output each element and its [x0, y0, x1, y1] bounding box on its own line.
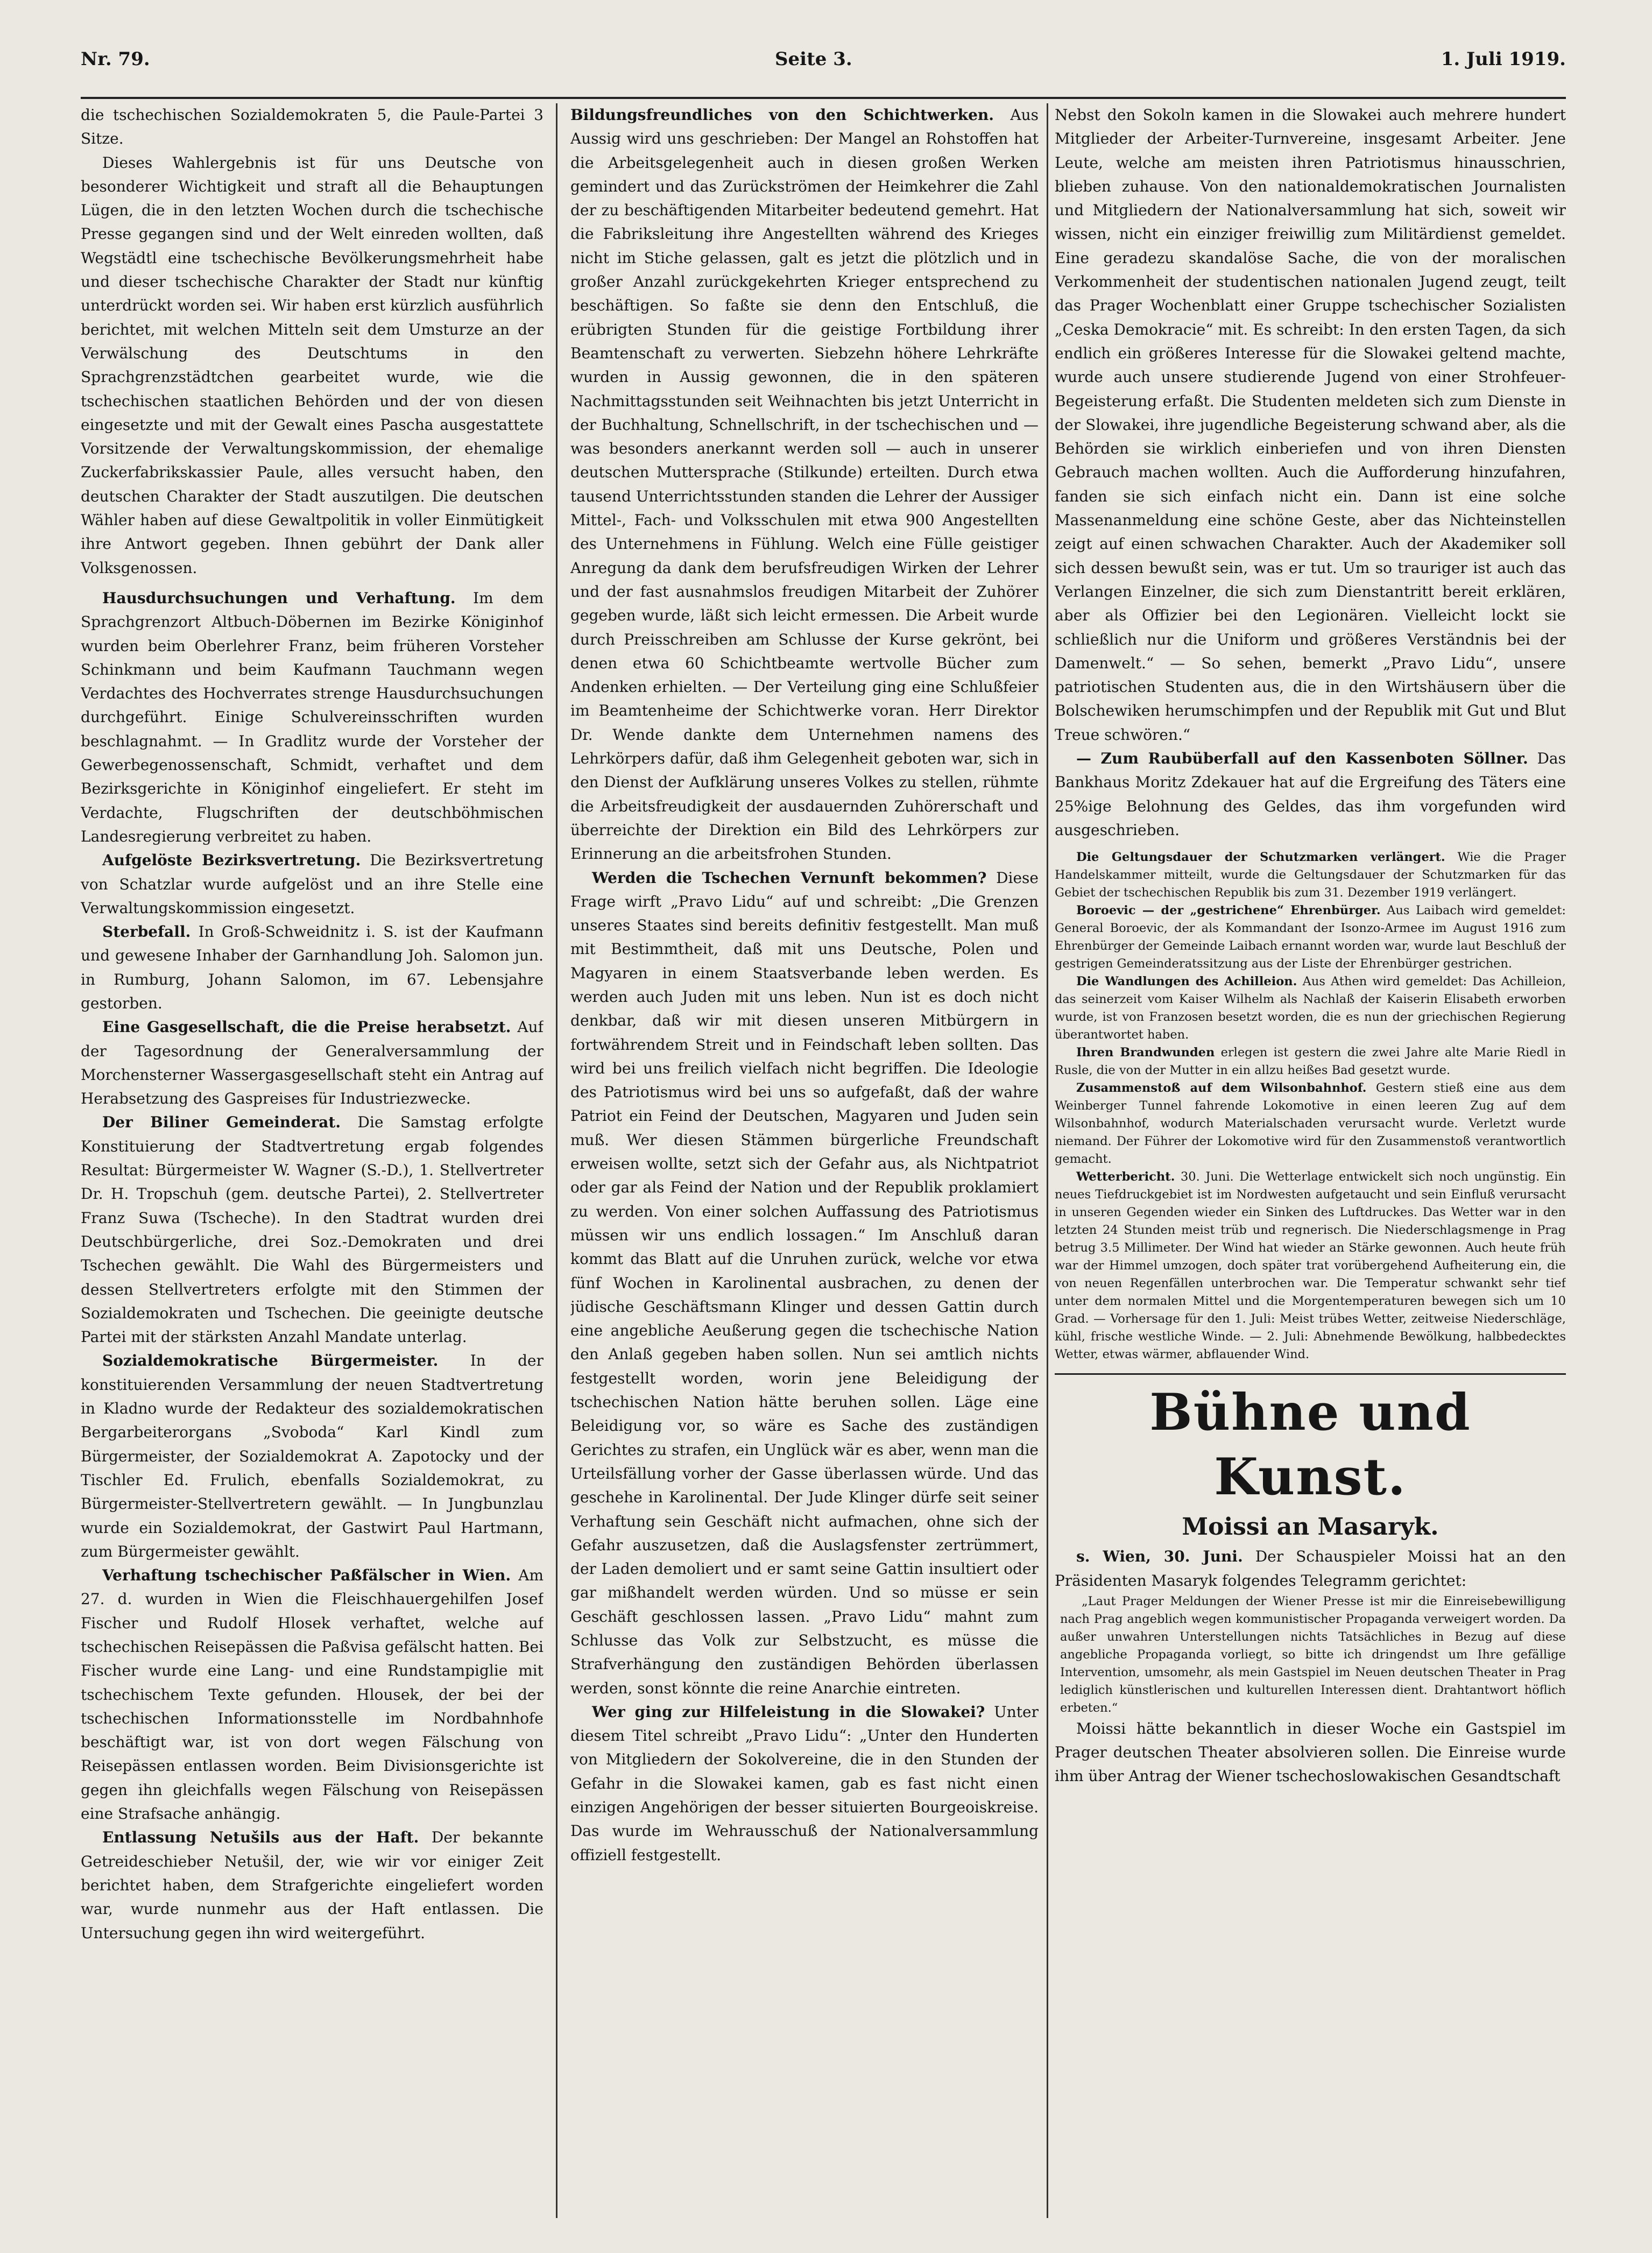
article-text: Diese Frage wirft „Pravo Lidu“ auf und schreibt: „Die Grenzen unseres Staates sind bereits definitiv festgestellt. Man muß mit Bestimmtheit, daß mit uns Deutsche, Polen und Magyaren in einem Staatsverbande leben werden. Es werden auch Juden mit uns leben. Nun ist es doch nicht denkbar, daß wir mit diesen unseren Mitbürgern in fortwährendem Streit und in Feindschaft leben sollten. Das wird bei uns freilich vielfach nicht begriffen. Die Ideologie des Patriotismus wird bei uns so aufgefaßt, daß der wahre Patriot ein Feind der Deutschen, Magyaren und Juden sein muß. Wer diesen Stämmen bürgerliche Freundschaft erweisen wollte, setzt sich der Gefahr aus, als Nichtpatriot oder gar als Feind der Nation und der Republik proklamiert zu werden. Von einer solchen Auffassung des Patriotismus müssen wir uns endlich lossagen.“ Im Anschluß daran kommt das Blatt auf die Unruhen zurück, welche vor etwa fünf Wochen in Karolinental ausbrachen, zu denen der jüdische Geschäftsmann Klinger und dessen Gattin durch eine angebliche Aeußerung gegen die tschechische Nation den Anlaß gegeben haben sollen. Nun sei amtlich nichts festgestellt worden, worin jene Beleidigung der tschechischen Nation hätte beruhen sollen. Läge eine Beleidigung vor, so wäre es Sache des zuständigen Gerichtes zu strafen, ein Unglück wär es aber, wenn man die Urteilsfällung vorher der Gasse überlassen würde. Und das geschehe in Karolinental. Der Jude Klinger dürfe seit seiner Verhaftung sein Geschäft nicht aufmachen, ohne sich der Gefahr auszusetzen, daß die Auslagsfenster zertrümmert, der Laden demoliert und er samt seine Gattin insultiert oder gar mißhandelt werden würden. Und so müsse er sein Geschäft geschlossen lassen. „Pravo Lidu“ mahnt zum Schlusse das Volk zur Selbstzucht, es müsse die Strafverhängung den zuständigen Behörden überlassen werden, sonst könnte die reine Anarchie eintreten.: [570, 868, 1039, 1697]
article-text: Das Bankhaus Moritz Zdekauer hat auf die Ergreifung des Täters eine 25%ige Belohnung des Geldes, das ihm vorgefunden wird ausgeschrieben.: [1055, 750, 1566, 839]
article-headline: Boroevic — der „gestrichene“ Ehrenbürger.: [1076, 903, 1381, 918]
article-text: Dieses Wahlergebnis ist für uns Deutsche von besonderer Wichtigkeit und straft all die Behauptungen Lügen, die in den letzten Wochen durch die tschechische Presse gegangen sind und der Welt einreden wollten, daß Wegstädtl eine tschechische Bevölkerungsmehrheit habe und dieser tschechische Charakter der Stadt nur künftig unterdrückt worden sei. Wir haben erst kürzlich ausführlich berichtet, mit welchen Mitteln seit dem Umsturze an der Verwälschung des Deutschtums in den Sprachgrenzstädtchen gearbeitet wurde, wie die tschechischen staatlichen Behörden und der von diesen eingesetzte und mit der Gewalt eines Pascha ausgestattete Vorsitzende der Verwaltungskommission, der ehemalige Zuckerfabrikskassier Paule, alles versucht haben, den deutschen Charakter der Stadt auszutilgen. Die deutschen Wähler haben auf diese Gewaltpolitik in voller Einmütigkeit ihre Antwort gegeben. Ihnen gebührt der Dank aller Volksgenossen.: [81, 153, 543, 577]
article-text: Der bekannte Getreideschieber Netušil, der, wie wir vor einiger Zeit berichtet haben, dem Strafgerichte eingeliefert worden war, wurde nunmehr aus der Haft entlassen. Die Untersuchung gegen ihn wird weitergeführt.: [81, 1828, 543, 1942]
article-headline: Die Wandlungen des Achilleion.: [1076, 974, 1297, 989]
lead-text: Der Schauspieler Moissi hat an den Präsidenten Masaryk folgendes Telegramm gerichtet:: [1055, 1548, 1566, 1590]
article-text: Aus Aussig wird uns geschrieben: Der Mangel an Rohstoffen hat die Arbeitsgelegenheit auch in diesen großen Werken gemindert und das Zurückströmen der Heimkehrer die Zahl der zu beschäftigenden Mitarbeiter bedeutend gemehrt. Hat die Fabriksleitung ihre Angestellten während des Krieges nicht im Stiche gelassen, galt es jetzt die plötzlich und in großer Anzahl zurückgekehrten Krieger entsprechend zu beschäftigen. So faßte sie denn den Entschluß, die erübrigten Stunden für die geistige Fortbildung ihrer Beamtenschaft zu verwerten. Siebzehn höhere Lehrkräfte wurden in Aussig gewonnen, die in den späteren Nachmittagsstunden seit Weihnachten bis jetzt Unterricht in der Buchhaltung, Schnellschrift, in der tschechischen und — was besonders anerkannt werden soll — auch in unserer deutschen Muttersprache (Stilkunde) erteilten. Durch etwa tausend Unterrichtsstunden standen die Lehrer der Aussiger Mittel-, Fach- und Volksschulen mit etwa 900 Angestellten des Unternehmens in Fühlung. Welch eine Fülle geistiger Anregung da dank dem berufsfreudigen Wirken der Lehrer und der fast ausnahmslos freudigen Mitarbeit der Zuhörer gegeben wurde, läßt sich leicht ermessen. Die Arbeit wurde durch Preisschreiben am Schlusse der Kurse gekrönt, bei denen etwa 60 Schichtbeamte wertvolle Bücher zum Andenken erhielten. — Der Verteilung ging eine Schlußfeier im Beamtenheime der Schichtwerke voran. Herr Direktor Dr. Wende dankte dem Unternehmen namens des Lehrkörpers dafür, daß ihm Gelegenheit geboten war, sich in den Dienst der Aufklärung unseres Volkes zu stellen, rühmte die Arbeitsfreudigkeit der ausdauernden Zuhörerschaft und überreichte der Direktion ein Bild des Lehrkörpers zur Erinnerung an die arbeitsfrohen Stunden.: [570, 106, 1039, 863]
article-headline: Entlassung Netušils aus der Haft.: [102, 1828, 419, 1847]
article-paragraph: [81, 1111, 543, 1349]
article-headline: Zusammenstoß auf dem Wilsonbahnhof.: [1076, 1081, 1367, 1096]
article-paragraph: [81, 1826, 543, 1945]
dateline: s. Wien, 30. Juni.: [1076, 1548, 1243, 1566]
issue-number: Nr. 79.: [81, 48, 150, 70]
article-paragraph: [81, 1349, 543, 1564]
article-headline: Wer ging zur Hilfeleistung in die Slowakei?: [592, 1703, 985, 1721]
article-text: Gestern stieß eine aus dem Weinberger Tunnel fahrende Lokomotive in einen leeren Zug auf dem Wilsonbahnhof, wodurch Materialschaden verursacht wurde. Verletzt wurde niemand. Der Führer der Lokomotive wird für den Zusammenstoß verantwortlich gemacht.: [1055, 1081, 1566, 1167]
article-headline: Aufgelöste Bezirksvertretung.: [102, 851, 361, 870]
article-paragraph: [81, 103, 543, 151]
article-paragraph: [570, 1700, 1039, 1867]
column-3-articles: [1055, 103, 1566, 1364]
article-text: Unter diesem Titel schreibt „Pravo Lidu“: „Unter den Hunderten von Mitgliedern der Sokolvereine, die in den Stunden der Gefahr in die Slowakei kamen, gab es fast nicht einen einzigen Angehörigen der besser situierten Bourgeoiskreise. Das wurde im Wehrausschuß der Nationalversammlung offiziell festgestellt.: [570, 1703, 1039, 1864]
article-paragraph: [1055, 1079, 1566, 1168]
article-paragraph: [1055, 973, 1566, 1044]
article-text: In der konstituierenden Versammlung der neuen Stadtvertretung in Kladno wurde der Redakteur des sozialdemokratischen Bergarbeiterorgans „Svoboda“ Karl Kindl zum Bürgermeister, der Sozialdemokrat A. Zapotocky und der Tischler Ed. Frulich, ebenfalls Sozialdemokrat, zu Bürgermeister-Stellvertretern gewählt. — In Jungbunzlau wurde ein Sozialdemokrat, der Gastwirt Paul Hartmann, zum Bürgermeister gewählt.: [81, 1352, 543, 1560]
article-paragraph: [570, 866, 1039, 1700]
article-text: In Groß-Schweidnitz i. S. ist der Kaufmann und gewesene Inhaber der Garnhandlung Joh. Salomon jun. in Rumburg, Johann Salomon, im 67. Lebensjahre gestorben.: [81, 923, 543, 1012]
article-headline: Verhaftung tschechischer Paßfälscher in Wien.: [102, 1566, 511, 1585]
article-lead: [1055, 1545, 1566, 1593]
article-paragraph: [81, 1564, 543, 1826]
column-1: [81, 103, 543, 2223]
article-paragraph: [1055, 902, 1566, 973]
page-header: [81, 44, 1566, 76]
article-paragraph: [81, 920, 543, 1015]
article-paragraph: [1055, 849, 1566, 902]
article-text: 30. Juni. Die Wetterlage entwickelt sich noch ungünstig. Ein neues Tiefdruckgebiet ist im Nordwesten aufgetaucht und sein Einfluß verursacht in unseren Gegenden wieder ein Sinken des Luftdruckes. Das Wetter war in den letzten 24 Stunden meist trüb und regnerisch. Die Niederschlagsmenge in Prag betrug 3.5 Millimeter. Der Wind hat wieder an Stärke gewonnen. Auch heute früh war der Himmel umzogen, doch später trat vorübergehend Aufheiterung ein, die von neuen Regenfällen unterbrochen war. Die Temperatur schwankt sehr tief unter dem normalen Mittel und die Morgentemperaturen bewegen sich um 10 Grad. — Vorhersage für den 1. Juli: Meist trübes Wetter, zeitweise Niederschläge, kühl, frische westliche Winde. — 2. Juli: Abnehmende Bewölkung, halbbedecktes Wetter, etwas wärmer, abflauender Wind.: [1055, 1170, 1566, 1362]
article-text: Auf der Tagesordnung der Generalversammlung der Morchensterner Wassergasgesellschaft steht ein Antrag auf Herabsetzung des Gaspreises für Industriezwecke.: [81, 1018, 543, 1108]
article-paragraph: [1055, 1168, 1566, 1364]
article-paragraph: [570, 103, 1039, 866]
telegram-quote: „Laut Prager Meldungen der Wiener Presse ist mir die Einreisebewilligung nach Prag angeblich wegen kommunistischer Propaganda verweigert worden. Da außer unwahren Unterstellungen nichts Tatsächliches in Bezug auf diese angebliche Propaganda vorliegt, so bitte ich dringendst um Ihre gefällige Intervention, umsomehr, als mein Gastspiel im Neuen deutschen Theater in Prag lediglich künstlerischen und kulturellen Interessen dient. Drahtantwort höflich erbeten.“: [1060, 1594, 1566, 1715]
article-paragraph: [1055, 103, 1566, 747]
section-rule: [1055, 1373, 1566, 1375]
issue-date: 1. Juli 1919.: [1441, 48, 1566, 70]
article-headline: Hausdurchsuchungen und Verhaftung.: [102, 589, 456, 607]
article-paragraph: [81, 849, 543, 920]
article-text: Im dem Sprachgrenzort Altbuch-Döbernen im Bezirke Königinhof wurden beim Oberlehrer Franz, beim früheren Vorsteher Schinkmann und beim Kaufmann Tauchmann wegen Verdachtes des Hochverrates strenge Hausdurchsuchungen durchgeführt. Einige Schulvereinsschriften wurden beschlagnahmt. — In Gradlitz wurde der Vorsteher der Gewerbegenossenschaft, Schmidt, verhaftet und dem Bezirksgerichte in Königinhof eingeliefert. Er steht im Verdachte, Flugschriften der deutschböhmischen Landesregierung verbreitet zu haben.: [81, 589, 543, 845]
article-headline: Wetterbericht.: [1076, 1170, 1175, 1184]
article-text: erlegen ist gestern die zwei Jahre alte Marie Riedl in Rusle, die von der Mutter in ein allzu heißes Bad gesetzt wurde.: [1055, 1046, 1566, 1078]
article-headline: Der Biliner Gemeinderat.: [102, 1113, 341, 1132]
article-headline: Die Geltungsdauer der Schutzmarken verlängert.: [1076, 850, 1445, 865]
article-text: Die Samstag erfolgte Konstituierung der Stadtvertretung ergab folgendes Resultat: Bürgermeister W. Wagner (S.-D.), 1. Stellvertreter Dr. H. Tropschuh (gem. deutsche Partei), 2. Stellvertreter Franz Suwa (Tscheche). In den Stadtrat wurden drei Deutschbürgerliche, drei Soz.-Demokraten und drei Tschechen gewählt. Die Wahl des Bürgermeisters und dessen Stellvertreters erfolgte mit den Stimmen der Sozialdemokraten und Tschechen. Die geeinigte deutsche Partei mit der stärksten Anzahl Mandate unterlag.: [81, 1113, 543, 1346]
article-headline: Sterbefall.: [102, 923, 191, 941]
header-rule: [81, 97, 1566, 99]
section-title: Bühne und Kunst.: [1149, 1383, 1471, 1507]
article-text: die tschechischen Sozialdemokraten 5, die Paule-Partei 3 Sitze.: [81, 106, 543, 148]
column-divider: [1047, 103, 1048, 2218]
article-text: Aus Laibach wird gemeldet: General Boroevic, der als Kommandant der Isonzo-Armee im August 1916 zum Ehrenbürger der Gemeinde Laibach ernannt worden war, wurde laut Beschluß der gestrigen Gemeinderatssitzung aus der Liste der Ehrenbürger gestrichen.: [1055, 903, 1566, 971]
article-text: Aus Athen wird gemeldet: Das Achilleion, das seinerzeit vom Kaiser Wilhelm als Nachlaß der Kaiserin Elisabeth erworben wurde, ist von Franzosen besetzt worden, die es nun der griechischen Regierung überantwortet haben.: [1055, 974, 1566, 1042]
article-paragraph: [81, 1015, 543, 1111]
article-paragraph: [81, 151, 543, 580]
page-number: Seite 3.: [775, 48, 852, 70]
column-2: [570, 103, 1039, 2223]
article-paragraph: [1055, 1044, 1566, 1079]
article-headline: — Zum Raubüberfall auf den Kassenboten Söllner.: [1076, 750, 1528, 768]
article-paragraph: [1055, 747, 1566, 842]
article-headline: Eine Gasgesellschaft, die die Preise herabsetzt.: [102, 1018, 511, 1036]
article-text: Nebst den Sokoln kamen in die Slowakei auch mehrere hundert Mitglieder der Arbeiter-Turnvereine, insgesamt Arbeiter. Jene Leute, welche am meisten ihren Patriotismus hinausschrien, blieben zuhause. Von den nationaldemokratischen Journalisten und Mitgliedern der Nationalversammlung hat sich, soweit wir wissen, nicht ein einziger freiwillig zum Militärdienst gemeldet. Eine geradezu skandalöse Sache, die von der moralischen Verkommenheit der studentischen nationalen Jugend zeugt, teilt das Prager Wochenblatt einer Gruppe tschechischer Sozialisten „Ceska Demokracie“ mit. Es schreibt: In den ersten Tagen, da sich endlich ein größeres Interesse für die Slowakei geltend machte, wurde auch unsere studierende Jugend von einer Strohfeuer-Begeisterung erfaßt. Die Studenten meldeten sich zum Dienste in der Slowakei, ihre jugendliche Begeisterung schwand aber, als die Behörden sie wirklich einberiefen und von ihren Diensten Gebrauch machen wollten. Auch die Aufforderung hinzufahren, fanden sie sich einfach nicht ein. Dann ist eine solche Massenanmeldung eine schöne Geste, aber das Nichteinstellen zeigt auf einen schwachen Charakter. Auch der Akademiker soll sich dessen bewußt sein, was er tut. Um so trauriger ist auch das Verlangen Einzelner, die sich zum Dienstantritt bereit erklären, aber als Offizier bei den Legionären. Vielleicht lockt sie schließlich nur die Uniform und größeres Verständnis bei der Damenwelt.“ — So sehen, bemerkt „Pravo Lidu“, unsere patriotischen Studenten aus, die in den Wirtshäusern über die Bolschewiken herumschimpfen und der Republik mit Gut und Blut Treue schwören.“: [1055, 106, 1566, 744]
article-paragraph: Moissi hätte bekanntlich in dieser Woche ein Gastspiel im Prager deutschen Theater absolvieren sollen. Die Einreise wurde ihm über Antrag der Wiener tschechoslowakischen Gesandtschaft: [1055, 1719, 1566, 1785]
article-headline: Ihren Brandwunden: [1076, 1046, 1215, 1060]
column-3: [1055, 103, 1566, 2223]
article-headline: Bildungsfreundliches von den Schichtwerken.: [570, 106, 994, 124]
column-divider: [556, 103, 557, 2218]
article-headline: Werden die Tschechen Vernunft bekommen?: [592, 868, 987, 887]
article-text: Am 27. d. wurden in Wien die Fleischhauergehilfen Josef Fischer und Rudolf Hlosek verhaftet, welche auf tschechischen Reisepässen die Paßvisa gefälscht hatten. Bei Fischer wurde eine Lang- und eine Rundstampiglie mit tschechischem Texte gefunden. Hlousek, der bei der tschechischen Informationsstelle im Nordbahnhofe beschäftigt war, ist von dort wegen Fälschung von Reisepässen entlassen worden. Beim Divisionsgerichte ist gegen ihn gleichfalls wegen Fälschung von Reisepässen eine Strafsache anhängig.: [81, 1566, 543, 1823]
article-headline: Moissi an Masaryk.: [1182, 1513, 1439, 1541]
article-headline: Sozialdemokratische Bürgermeister.: [102, 1352, 439, 1370]
article-text: Die Bezirksvertretung von Schatzlar wurde aufgelöst und an ihre Stelle eine Verwaltungskommission eingesetzt.: [81, 851, 543, 917]
article-paragraph: [81, 587, 543, 849]
article-text: Wie die Prager Handelskammer mitteilt, wurde die Geltungsdauer der Schutzmarken für das Gebiet der tschechischen Republik bis zum 31. Dezember 1919 verlängert.: [1055, 850, 1566, 900]
